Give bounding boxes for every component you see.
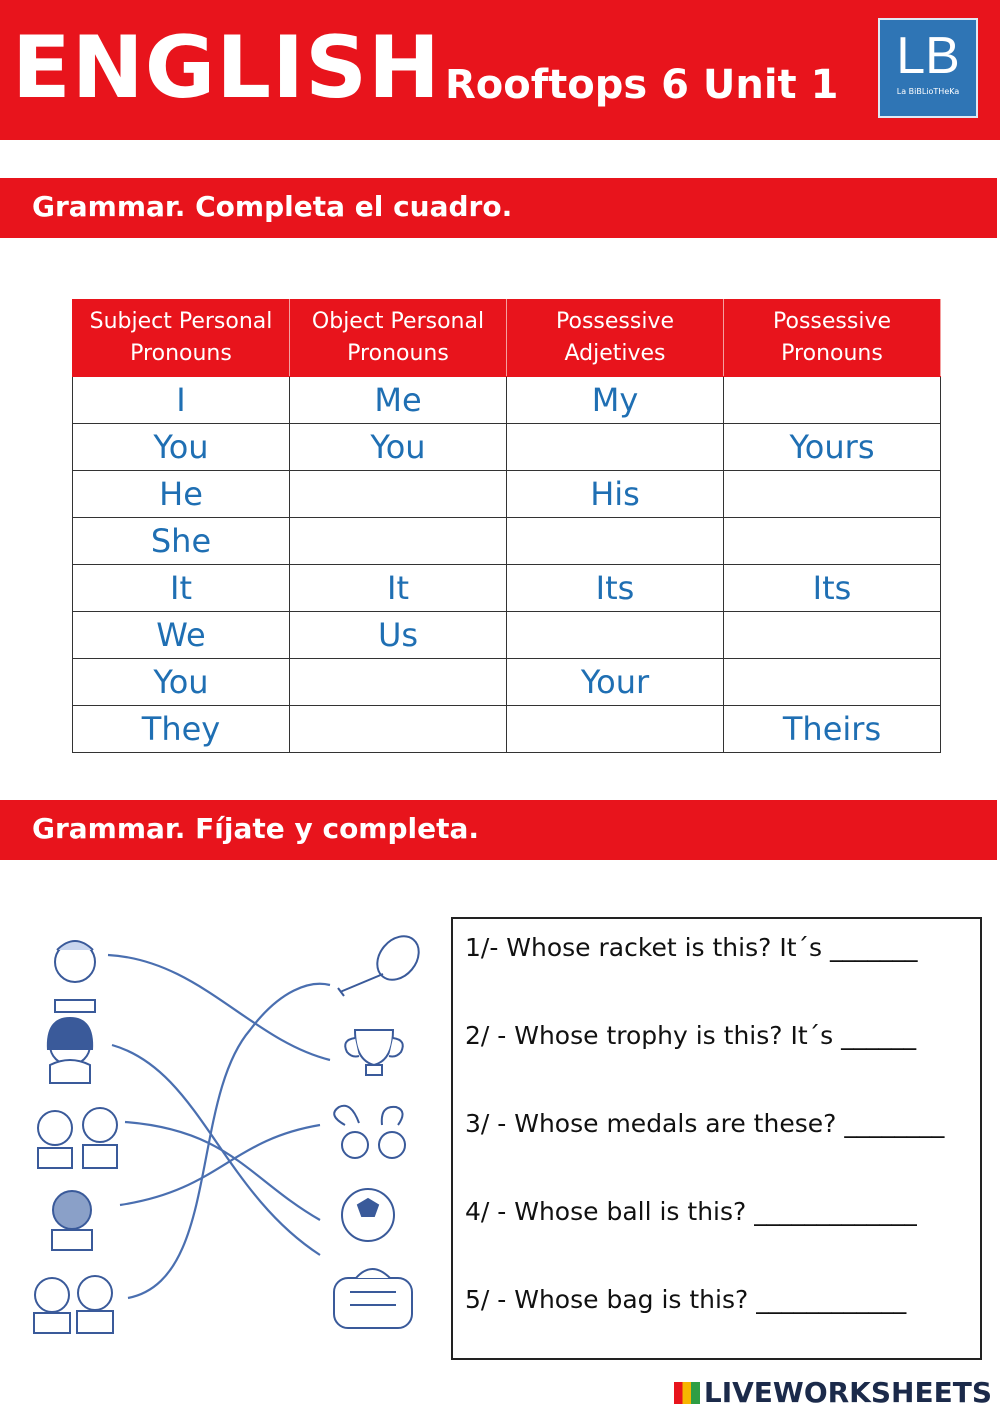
- column-header: Possessive Pronouns: [724, 300, 941, 377]
- questions-box: [451, 917, 982, 1360]
- header-banner: [0, 0, 1000, 140]
- matching-lines: [108, 955, 330, 1298]
- table-cell: I: [73, 377, 290, 424]
- logo: [878, 18, 978, 118]
- girl-icon: [48, 1018, 92, 1083]
- answer-cell[interactable]: [724, 659, 941, 706]
- table-cell: Your: [507, 659, 724, 706]
- question-2[interactable]: 2/ - Whose trophy is this? It´s ______: [465, 1021, 917, 1050]
- answer-cell[interactable]: [290, 659, 507, 706]
- two-boys-icon: [34, 1276, 113, 1333]
- table-cell: They: [73, 706, 290, 753]
- table-row: [73, 518, 941, 565]
- table-header-row: [73, 300, 941, 377]
- table-cell: Yours: [724, 424, 941, 471]
- connector-line: [128, 984, 330, 1298]
- answer-cell[interactable]: [724, 377, 941, 424]
- boy-icon: [55, 941, 95, 1012]
- page-title: ENGLISH: [12, 18, 442, 118]
- answer-cell[interactable]: [507, 424, 724, 471]
- table-cell: You: [290, 424, 507, 471]
- two-girls-icon: [38, 1108, 117, 1168]
- table-cell: Its: [507, 565, 724, 612]
- table-cell: She: [73, 518, 290, 565]
- table-cell: Me: [290, 377, 507, 424]
- medals-icon: [334, 1106, 405, 1158]
- answer-cell[interactable]: [724, 518, 941, 565]
- answer-cell[interactable]: [290, 471, 507, 518]
- answer-cell[interactable]: [724, 471, 941, 518]
- table-cell: Theirs: [724, 706, 941, 753]
- answer-cell[interactable]: [507, 612, 724, 659]
- answer-cell[interactable]: [507, 706, 724, 753]
- section-1-banner: [0, 178, 997, 238]
- answer-cell[interactable]: [507, 518, 724, 565]
- table-row: [73, 424, 941, 471]
- table-cell: Us: [290, 612, 507, 659]
- connector-line: [112, 1045, 320, 1255]
- table-cell: His: [507, 471, 724, 518]
- logo-caption: La BiBLioTHeKa: [896, 87, 960, 96]
- table-cell: It: [73, 565, 290, 612]
- connector-line: [125, 1122, 320, 1220]
- pronoun-table: [72, 299, 941, 753]
- logo-letters: LB: [896, 27, 960, 85]
- answer-cell[interactable]: [724, 612, 941, 659]
- table-row: [73, 659, 941, 706]
- section-2-banner: [0, 800, 997, 860]
- table-cell: You: [73, 424, 290, 471]
- liveworksheets-icon: [674, 1382, 700, 1404]
- page-subtitle: Rooftops 6 Unit 1: [445, 62, 839, 108]
- footer-brand[interactable]: [674, 1376, 992, 1409]
- answer-cell[interactable]: [290, 706, 507, 753]
- connector-line: [108, 955, 330, 1060]
- question-1[interactable]: 1/- Whose racket is this? It´s _______: [465, 933, 918, 962]
- connector-line: [120, 1125, 320, 1205]
- ball-icon: [342, 1189, 394, 1241]
- table-row: [73, 377, 941, 424]
- column-header: Subject Personal Pronouns: [73, 300, 290, 377]
- column-header: Object Personal Pronouns: [290, 300, 507, 377]
- table-cell: Its: [724, 565, 941, 612]
- table-row: [73, 565, 941, 612]
- matching-illustration: [0, 900, 440, 1360]
- table-cell: It: [290, 565, 507, 612]
- table-cell: My: [507, 377, 724, 424]
- table-row: [73, 706, 941, 753]
- table-cell: We: [73, 612, 290, 659]
- racket-icon: [338, 928, 427, 996]
- bag-icon: [334, 1269, 412, 1328]
- section-2-title: Grammar. Fíjate y completa.: [32, 812, 480, 845]
- trophy-icon: [345, 1030, 403, 1075]
- question-5[interactable]: 5/ - Whose bag is this? ____________: [465, 1285, 907, 1314]
- column-header: Possessive Adjetives: [507, 300, 724, 377]
- table-cell: He: [73, 471, 290, 518]
- section-1-title: Grammar. Completa el cuadro.: [32, 190, 513, 223]
- answer-cell[interactable]: [290, 518, 507, 565]
- table-row: [73, 471, 941, 518]
- footer-brand-text: LIVEWORKSHEETS: [703, 1376, 992, 1409]
- table-row: [73, 612, 941, 659]
- table-cell: You: [73, 659, 290, 706]
- question-3[interactable]: 3/ - Whose medals are these? ________: [465, 1109, 945, 1138]
- question-4[interactable]: 4/ - Whose ball is this? _____________: [465, 1197, 917, 1226]
- boy-dark-icon: [52, 1191, 92, 1250]
